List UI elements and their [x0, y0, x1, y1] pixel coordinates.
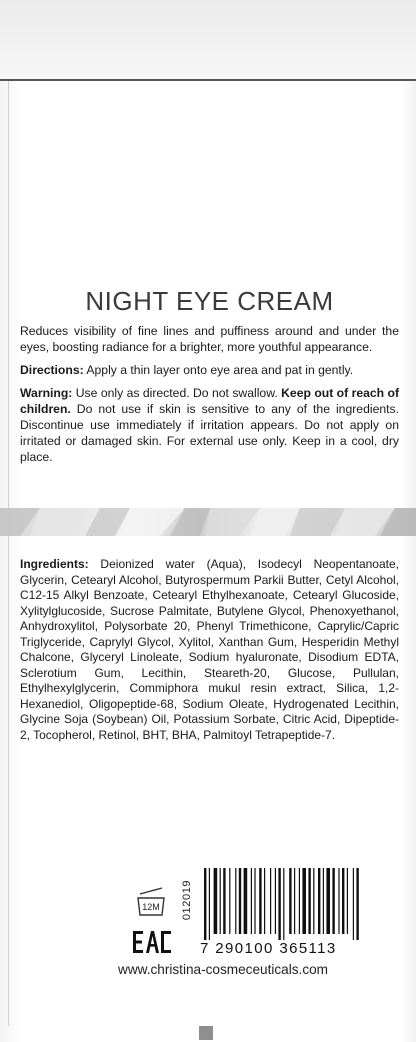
barcode-bar: [270, 868, 271, 934]
barcode-bar: [209, 868, 210, 940]
barcode-bar: [259, 868, 261, 934]
barcode-bar: [294, 868, 295, 934]
fold-line: [0, 79, 416, 81]
ingredients-text: Deionized water (Aqua), Isodecyl Neopentanoate, Glycerin, Cetearyl Alcohol, Butyrospermum Parkii Butter, Cetyl Alcohol, C12-15 Alkyl Benzoate, Cetearyl Ethylhexanoate, Cetearyl Glucoside, Xylitylglucoside, Sucrose Palmitate, Butylene Glycol, Phenoxyethanol, Anhydroxylitol, Polysorbate 20, Phenyl Trimethicone, Caprylic/Capric Triglyceride, Caprylyl Glycol, Xylitol, Xanthan Gum, Hesperidin Methyl Chalcone, Glyceryl Linoleate, Sodium hyaluronate, Disodium EDTA, Sclerotium Gum, Lecithin, Steareth-20, Glucose, Pullulan, Ethylhexylglycerin, Commiphora mukul resin extract, Silica, 1,2-Hexanediol, Oligopeptide-68, Sodium Oleate, Hydrogenated Lecithin, Glycine Soja (Soybean) Oil, Potassium Sorbate, Citric Acid, Dipeptide-2, Tocopherol, Retinol, BHT, BHA, Palmitoyl Tetrapeptide-7.: [20, 557, 399, 742]
warning-paragraph: [20, 385, 399, 465]
eac-mark-icon: [132, 928, 172, 956]
open-jar-icon: [134, 884, 168, 918]
product-title: NIGHT EYE CREAM: [85, 286, 334, 316]
barcode: [196, 868, 396, 948]
top-fold: [0, 0, 416, 80]
stripe-pattern: [0, 508, 416, 536]
barcode-bars: [196, 868, 396, 940]
warning-text-1: Use only as directed. Do not swallow.: [72, 386, 282, 400]
barcode-bar: [342, 868, 344, 934]
side-rule: [8, 81, 9, 1026]
barcode-bar: [223, 868, 225, 934]
barcode-bar: [239, 868, 241, 934]
warning-text-2: Do not use if skin is sensitive to any of the ingredients. Discontinue use immediately if irritation appears. Do not apply on irritated or damaged skin. For external use only. Keep in a cool, dry place.: [20, 402, 399, 464]
decorative-stripe: [0, 508, 416, 536]
barcode-bar: [332, 868, 334, 934]
description-text: Reduces visibility of fine lines and puffiness around and under the eyes, boosting radiance for a brighter, more youthful appearance.: [20, 324, 399, 354]
directions-label: Directions:: [20, 363, 84, 377]
barcode-bar: [229, 868, 230, 934]
barcode-bar: [251, 868, 252, 934]
barcode-bar: [275, 868, 276, 934]
lot-code-text: 012019: [181, 879, 194, 921]
barcode-bar: [308, 868, 310, 934]
barcode-bar: [353, 868, 354, 940]
barcode-bar: [254, 868, 255, 934]
barcode-bar: [323, 868, 324, 934]
description-block: [20, 323, 399, 472]
barcode-bar: [356, 868, 358, 940]
website-link[interactable]: www.christina-cosmeceuticals.com: [118, 962, 329, 977]
warning-label: Warning:: [20, 386, 73, 400]
barcode-bar: [338, 868, 339, 934]
barcode-bar: [204, 868, 206, 940]
directions-paragraph: [20, 362, 399, 378]
barcode-number: 7 290100 365113: [200, 940, 337, 957]
barcode-bar: [283, 868, 284, 940]
ingredients-paragraph: [20, 557, 399, 743]
barcode-bar: [326, 868, 330, 934]
barcode-bar: [214, 868, 218, 934]
barcode-bar: [313, 868, 314, 934]
barcode-bar: [264, 868, 265, 934]
barcode-bar: [302, 868, 306, 934]
warning-bold: Keep out of reach of children.: [20, 386, 400, 416]
directions-text: Apply a thin layer onto eye area and pat in gently.: [83, 363, 354, 377]
ingredients-block: [20, 557, 399, 743]
barcode-bar: [244, 868, 248, 934]
barcode-bar: [289, 868, 291, 934]
bottom-marker: [199, 1026, 213, 1040]
barcode-bar: [278, 868, 280, 940]
barcode-bar: [220, 868, 221, 934]
barcode-bar: [299, 868, 300, 934]
pao-label: 12M: [142, 902, 160, 912]
barcode-bar: [235, 868, 236, 934]
barcode-bar: [318, 868, 320, 934]
barcode-bar: [347, 868, 348, 934]
ingredients-label: Ingredients:: [20, 557, 89, 571]
